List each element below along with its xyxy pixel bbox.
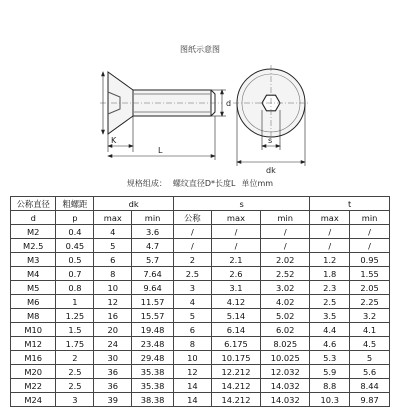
table-cell: 19.48	[132, 323, 174, 337]
table-header-bottom	[11, 211, 390, 225]
table-cell: M10	[11, 323, 56, 337]
table-cell: M22	[11, 379, 56, 393]
header-t: t	[310, 197, 390, 211]
table-cell: 12	[94, 295, 132, 309]
table-cell: 0.5	[56, 253, 94, 267]
table-cell: 10.025	[261, 351, 310, 365]
table-cell: 1.55	[350, 267, 390, 281]
table-cell: /	[261, 239, 310, 253]
table-cell: 16	[94, 309, 132, 323]
table-cell: 6.02	[261, 323, 310, 337]
table-cell: 10	[173, 351, 211, 365]
table-cell: 8.025	[261, 337, 310, 351]
table-cell: 5.7	[132, 253, 174, 267]
table-cell: 0.4	[56, 225, 94, 239]
label-k: K	[111, 136, 117, 145]
table-header-top	[11, 197, 390, 211]
table-cell: 14.212	[211, 393, 260, 407]
caption-spec: 螺纹直径D*长度L	[172, 179, 236, 188]
header-nominal-diameter: 公称直径	[11, 197, 56, 211]
label-dk: dk	[266, 166, 276, 175]
header-coarse-pitch: 粗螺距	[56, 197, 94, 211]
table-cell: 4.5	[350, 337, 390, 351]
table-cell: 2.25	[350, 295, 390, 309]
table-cell: 4.12	[211, 295, 260, 309]
table-cell: 23.48	[132, 337, 174, 351]
table-cell: /	[173, 225, 211, 239]
table-cell: 38.38	[132, 393, 174, 407]
table-cell: /	[350, 239, 390, 253]
table-cell: 1.5	[56, 323, 94, 337]
table-cell: 14.032	[261, 379, 310, 393]
table-cell: 11.57	[132, 295, 174, 309]
table-cell: 5	[173, 309, 211, 323]
table-cell: M16	[11, 351, 56, 365]
header-s: s	[173, 197, 309, 211]
table-cell: 1	[56, 295, 94, 309]
table-cell: 4.02	[261, 295, 310, 309]
table-cell: 20	[94, 323, 132, 337]
table-cell: 12.032	[261, 365, 310, 379]
table-cell: 3.5	[310, 309, 350, 323]
table-cell: M3	[11, 253, 56, 267]
table-cell: 35.38	[132, 365, 174, 379]
table-cell: 35.38	[132, 379, 174, 393]
table-cell: M4	[11, 267, 56, 281]
table-cell: 4.6	[310, 337, 350, 351]
table-cell: M8	[11, 309, 56, 323]
table-row	[11, 225, 390, 239]
screw-end-view	[233, 65, 309, 141]
table-row	[11, 281, 390, 295]
table-cell: 5.14	[211, 309, 260, 323]
table-cell: 8	[94, 267, 132, 281]
table-cell: 5.6	[350, 365, 390, 379]
table-cell: 7.64	[132, 267, 174, 281]
header-s-max: max	[211, 211, 260, 225]
table-body	[11, 225, 390, 407]
table-cell: 3	[56, 393, 94, 407]
header-p: p	[56, 211, 94, 225]
table-cell: 9.64	[132, 281, 174, 295]
table-cell: 2.1	[211, 253, 260, 267]
table-cell: 5.3	[310, 351, 350, 365]
table-cell: 2.05	[350, 281, 390, 295]
table-row	[11, 351, 390, 365]
table-cell: 6	[94, 253, 132, 267]
label-l: L	[158, 146, 163, 155]
table-cell: 3	[173, 281, 211, 295]
spec-caption	[0, 178, 400, 189]
diagram-title: 图纸示意图	[180, 45, 220, 54]
header-dk: dk	[94, 197, 174, 211]
table-cell: /	[310, 239, 350, 253]
table-cell: 2.52	[261, 267, 310, 281]
table-cell: 14	[173, 393, 211, 407]
table-row	[11, 267, 390, 281]
table-cell: /	[310, 225, 350, 239]
table-cell: 1.75	[56, 337, 94, 351]
table-cell: 8.8	[310, 379, 350, 393]
table-cell: /	[261, 225, 310, 239]
table-cell: 5.02	[261, 309, 310, 323]
screw-side-view	[100, 72, 222, 134]
table-row	[11, 239, 390, 253]
table-cell: 9.87	[350, 393, 390, 407]
table-cell: M2	[11, 225, 56, 239]
table-cell: 10.175	[211, 351, 260, 365]
table-cell: 2.6	[211, 267, 260, 281]
table-cell: M5	[11, 281, 56, 295]
table-cell: 3.6	[132, 225, 174, 239]
table-cell: 8.44	[350, 379, 390, 393]
table-cell: 2	[56, 351, 94, 365]
table-cell: 2.5	[56, 379, 94, 393]
table-cell: 2.02	[261, 253, 310, 267]
header-s-min: min	[261, 211, 310, 225]
table-cell: 5	[350, 351, 390, 365]
table-cell: 1.8	[310, 267, 350, 281]
table-cell: 10.3	[310, 393, 350, 407]
table-cell: M20	[11, 365, 56, 379]
header-dk-min: min	[132, 211, 174, 225]
table-cell: 0.7	[56, 267, 94, 281]
table-cell: 4.7	[132, 239, 174, 253]
header-s-nominal: 公称	[173, 211, 211, 225]
spec-table	[10, 196, 390, 407]
table-cell: 14.032	[261, 393, 310, 407]
table-cell: 14.212	[211, 379, 260, 393]
table-cell: 14	[173, 379, 211, 393]
table-cell: 0.45	[56, 239, 94, 253]
table-cell: 10	[94, 281, 132, 295]
screw-drawing	[0, 0, 400, 190]
table-cell: 29.48	[132, 351, 174, 365]
table-row	[11, 365, 390, 379]
caption-unit: 单位mm	[241, 179, 274, 188]
header-t-min: min	[350, 211, 390, 225]
table-cell: 30	[94, 351, 132, 365]
table-cell: M12	[11, 337, 56, 351]
table-cell: M24	[11, 393, 56, 407]
label-s: s	[268, 136, 273, 145]
table-cell: 2.5	[56, 365, 94, 379]
table-cell: /	[173, 239, 211, 253]
table-row	[11, 309, 390, 323]
caption-prefix: 规格组成：	[126, 179, 167, 188]
table-row	[11, 379, 390, 393]
table-cell: 36	[94, 365, 132, 379]
table-cell: 3.1	[211, 281, 260, 295]
table-cell: M6	[11, 295, 56, 309]
table-cell: 15.57	[132, 309, 174, 323]
table-cell: 3.02	[261, 281, 310, 295]
table-cell: 2.3	[310, 281, 350, 295]
table-cell: 6	[173, 323, 211, 337]
table-row	[11, 337, 390, 351]
table-cell: 0.8	[56, 281, 94, 295]
table-cell: 6.175	[211, 337, 260, 351]
table-cell: 12	[173, 365, 211, 379]
header-t-max: max	[310, 211, 350, 225]
table-cell: 5	[94, 239, 132, 253]
table-cell: 3.2	[350, 309, 390, 323]
table-cell: 5.9	[310, 365, 350, 379]
table-cell: /	[350, 225, 390, 239]
table-cell: 4.4	[310, 323, 350, 337]
table-cell: 1.2	[310, 253, 350, 267]
table-cell: 1.25	[56, 309, 94, 323]
table-cell: 0.95	[350, 253, 390, 267]
table-cell: 2.5	[310, 295, 350, 309]
table-cell: 4	[94, 225, 132, 239]
table-cell: 39	[94, 393, 132, 407]
table-cell: 8	[173, 337, 211, 351]
table-cell: /	[211, 239, 260, 253]
table-cell: 12.212	[211, 365, 260, 379]
table-row	[11, 295, 390, 309]
label-d: d	[226, 99, 232, 108]
header-dk-max: max	[94, 211, 132, 225]
table-row	[11, 253, 390, 267]
table-cell: M2.5	[11, 239, 56, 253]
table-cell: 24	[94, 337, 132, 351]
table-cell: 36	[94, 379, 132, 393]
table-cell: 2.5	[173, 267, 211, 281]
diagram-area	[0, 0, 400, 190]
table-cell: 4	[173, 295, 211, 309]
table-cell: 2	[173, 253, 211, 267]
header-d: d	[11, 211, 56, 225]
table-cell: /	[211, 225, 260, 239]
table-cell: 6.14	[211, 323, 260, 337]
table-cell: 4.1	[350, 323, 390, 337]
table-row	[11, 323, 390, 337]
